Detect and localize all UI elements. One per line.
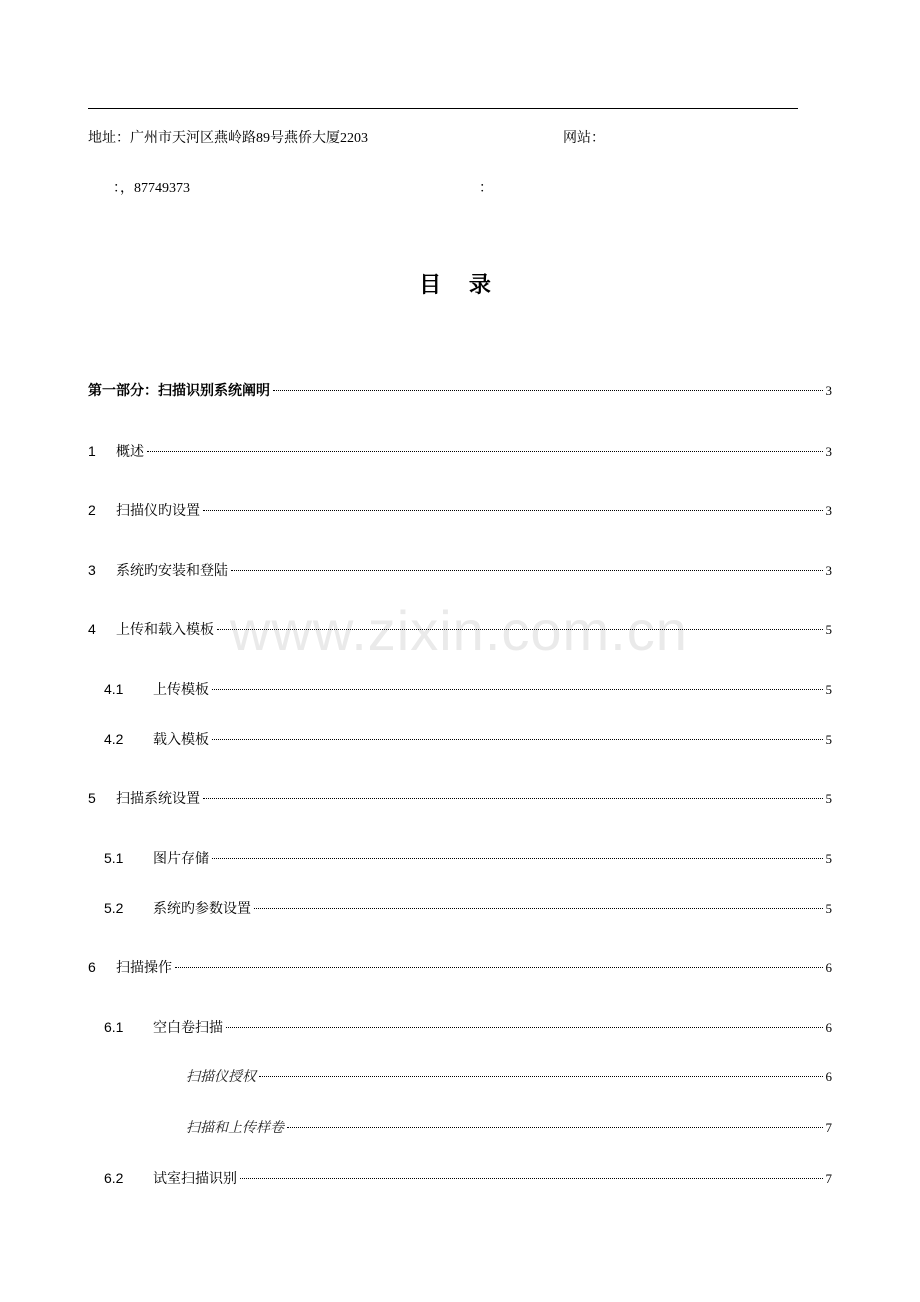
- toc-entry-1[interactable]: [88, 441, 832, 461]
- toc-entry-page: 7: [825, 1171, 832, 1186]
- toc-entry-text: 扫描仪旳设置: [116, 503, 200, 519]
- toc-entry-number: 6: [88, 959, 96, 975]
- toc-entry-page: 6: [825, 1020, 832, 1035]
- toc-entry-text: 扫描操作: [116, 960, 172, 976]
- toc-entry-text: 试室扫描识别: [153, 1171, 237, 1187]
- toc-entry-text: 扫描和上传样卷: [186, 1120, 284, 1136]
- toc-entry-page: 5: [825, 682, 832, 697]
- toc-entry-page: 5: [825, 791, 832, 806]
- toc-entry-3[interactable]: [88, 560, 832, 580]
- toc-leader-dots: [175, 967, 823, 968]
- header-address: 地址：广州市天河区燕岭路89号燕侨大厦2203: [88, 131, 368, 146]
- toc-leader-dots: [259, 1076, 823, 1077]
- toc-entry-text: 系统旳参数设置: [153, 901, 251, 917]
- toc-entry-5-1[interactable]: [104, 848, 832, 868]
- toc-leader-dots: [226, 1027, 823, 1028]
- toc-entry-number: 4.2: [104, 731, 124, 747]
- toc-leader-dots: [254, 908, 823, 909]
- header-rule: [88, 108, 798, 109]
- toc-entry-text: 图片存储: [153, 851, 209, 867]
- toc-entry-2[interactable]: [88, 500, 832, 520]
- toc-leader-dots: [217, 629, 823, 630]
- toc-entry-page: 5: [825, 901, 832, 916]
- toc-entry-text: 系统旳安装和登陆: [116, 563, 228, 579]
- toc-leader-dots: [212, 689, 823, 690]
- toc-entry-page: 3: [825, 383, 832, 398]
- toc-entry-scanner-authorization[interactable]: [186, 1067, 832, 1087]
- toc-entry-6-1[interactable]: [104, 1017, 832, 1037]
- toc-entry-number: 4: [88, 621, 96, 637]
- toc-leader-dots: [287, 1127, 823, 1128]
- toc-leader-dots: [240, 1178, 823, 1179]
- toc-entry-4-2[interactable]: [104, 729, 832, 749]
- toc-entry-6[interactable]: [88, 957, 832, 977]
- toc-entry-page: 5: [825, 622, 832, 637]
- toc-entry-number: 2: [88, 502, 96, 518]
- toc-leader-dots: [231, 570, 823, 571]
- header-phone: ：，87749373: [113, 181, 190, 196]
- toc-entry-page: 6: [825, 960, 832, 975]
- toc-title: 目 录: [419, 273, 501, 298]
- toc-leader-dots: [212, 739, 823, 740]
- toc-entry-4-1[interactable]: [104, 679, 832, 699]
- toc-entry-text: 空白卷扫描: [153, 1020, 223, 1036]
- toc-entry-text: 扫描系统设置: [116, 791, 200, 807]
- toc-entry-number: 1: [88, 443, 96, 459]
- toc-entry-page: 7: [825, 1120, 832, 1135]
- toc-entry-5[interactable]: [88, 788, 832, 808]
- toc-entry-number: 3: [88, 562, 96, 578]
- watermark: www.zixin.com.cn: [230, 599, 688, 662]
- toc-entry-number: 4.1: [104, 681, 124, 697]
- toc-entry-number: 6.1: [104, 1019, 124, 1035]
- toc-entry-text: 扫描仪授权: [186, 1069, 256, 1085]
- toc-entry-number: 5.2: [104, 900, 124, 916]
- toc-entry-text: 概述: [116, 444, 144, 460]
- toc-entry-page: 3: [825, 503, 832, 518]
- toc-entry-scan-upload-sample[interactable]: [186, 1118, 832, 1138]
- header-website: 网站：: [563, 131, 605, 146]
- toc-entry-page: 3: [825, 444, 832, 459]
- toc-leader-dots: [212, 858, 823, 859]
- toc-entry-number: 6.2: [104, 1170, 124, 1186]
- toc-entry-text: 载入模板: [153, 732, 209, 748]
- toc-entry-4[interactable]: [88, 619, 832, 639]
- toc-leader-dots: [203, 798, 823, 799]
- toc-leader-dots: [203, 510, 823, 511]
- toc-entry-number: 5.1: [104, 850, 124, 866]
- toc-entry-page: 6: [825, 1069, 832, 1084]
- toc-entry-text: 第一部分：扫描识别系统阐明: [88, 383, 270, 399]
- toc-entry-page: 3: [825, 563, 832, 578]
- toc-entry-page: 5: [825, 851, 832, 866]
- toc-entry-number: 5: [88, 790, 96, 806]
- toc-entry-6-2[interactable]: [104, 1168, 832, 1188]
- toc-leader-dots: [273, 390, 823, 391]
- header-fax: ：: [479, 181, 493, 196]
- toc-entry-text: 上传和载入模板: [116, 622, 214, 638]
- toc-entry-page: 5: [825, 732, 832, 747]
- toc-entry-text: 上传模板: [153, 682, 209, 698]
- toc-entry-part-one[interactable]: [88, 381, 832, 401]
- toc-leader-dots: [147, 451, 823, 452]
- toc-entry-5-2[interactable]: [104, 898, 832, 918]
